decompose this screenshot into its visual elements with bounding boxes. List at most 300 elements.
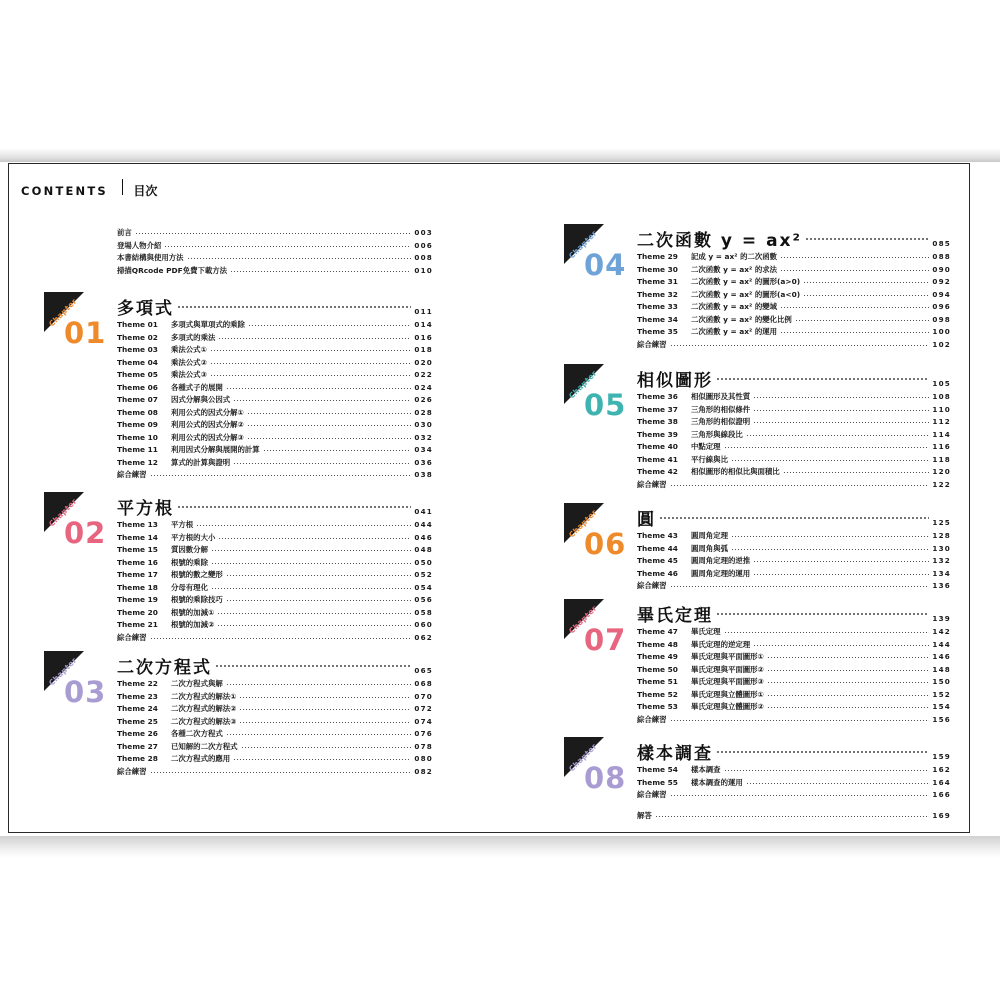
front-matter-item: [117, 227, 433, 238]
theme-number: Theme 34: [637, 314, 678, 324]
theme-item-label: [637, 326, 777, 337]
page-number: 122: [932, 479, 951, 489]
chapter-word: Chapter: [567, 228, 599, 261]
dot-leader: [226, 575, 412, 576]
page-number: 088: [932, 252, 951, 261]
page-number: 058: [414, 607, 433, 617]
page-number: 098: [932, 314, 951, 324]
theme-item: [637, 689, 951, 700]
theme-item-label: [117, 332, 215, 343]
theme-number: Theme 33: [637, 302, 678, 311]
theme-title: 因式分解與公因式: [171, 395, 231, 404]
review-item: [637, 714, 951, 725]
page-number: 010: [414, 265, 433, 275]
theme-number: Theme 24: [117, 704, 158, 713]
dot-leader: [655, 816, 930, 817]
theme-title: 畢氏定理與平面圖形②: [691, 664, 764, 674]
page-number: 050: [414, 557, 433, 567]
dot-leader: [150, 475, 412, 476]
theme-item: [637, 555, 951, 566]
contents-page: [8, 163, 970, 833]
theme-item: [117, 582, 433, 593]
page-number: 169: [932, 811, 951, 820]
chapter-badge: [44, 492, 118, 562]
theme-item-label: [637, 543, 728, 554]
dot-leader: [670, 485, 930, 486]
theme-item-label: [117, 716, 236, 727]
page-number: 036: [414, 457, 433, 467]
theme-number: Theme 17: [117, 570, 158, 579]
chapter-heading: [637, 226, 951, 251]
chapter-word: Chapter: [567, 603, 599, 636]
chapter-heading: [637, 505, 951, 530]
front-matter-title: 掃描QRcode PDF免費下載方法: [117, 265, 228, 275]
dot-leader: [248, 325, 411, 326]
theme-number: Theme 32: [637, 289, 678, 299]
review-title: 綜合練習: [637, 479, 667, 489]
theme-number: Theme 50: [637, 664, 678, 674]
review-item: [637, 580, 951, 591]
dot-leader: [767, 682, 930, 683]
theme-item: [637, 639, 951, 650]
theme-item: [117, 532, 433, 543]
theme-item: [117, 382, 433, 393]
theme-item-label: [117, 703, 236, 714]
chapter-badge: [564, 737, 638, 807]
theme-item: [637, 289, 951, 300]
review-item-label: [637, 479, 667, 490]
page-number: 150: [932, 677, 951, 686]
page-number: 116: [932, 442, 951, 451]
theme-title: 樣本調查: [691, 765, 721, 774]
theme-number: Theme 41: [637, 454, 678, 464]
theme-number: Theme 15: [117, 545, 158, 554]
theme-item: [637, 441, 951, 452]
front-matter-item-label: [117, 265, 227, 276]
theme-item-label: [117, 594, 223, 605]
theme-item: [117, 728, 433, 739]
theme-item: [117, 457, 433, 468]
theme-item-label: [117, 582, 208, 593]
page-number: 022: [414, 370, 433, 379]
dot-leader: [803, 295, 929, 296]
theme-number: Theme 06: [117, 382, 158, 392]
chapter-word: Chapter: [47, 655, 79, 688]
theme-item: [117, 357, 433, 368]
theme-item: [117, 544, 433, 555]
theme-item: [637, 301, 951, 312]
dot-leader: [230, 271, 411, 272]
dot-leader: [753, 397, 929, 398]
dot-leader: [217, 625, 411, 626]
page-number: 052: [414, 570, 433, 579]
theme-number: Theme 46: [637, 568, 678, 578]
front-matter-title: 前言: [117, 228, 132, 237]
theme-item-label: [637, 664, 764, 675]
chapter-number: 08: [584, 761, 627, 795]
chapter-badge: [44, 292, 118, 362]
dot-leader: [753, 422, 929, 423]
page-number: 062: [414, 632, 433, 642]
page-number: 056: [414, 595, 433, 604]
chapter-badge: [564, 503, 638, 573]
dot-leader: [753, 561, 929, 562]
dot-leader: [753, 574, 929, 575]
dot-leader: [233, 463, 411, 464]
chapter-title: 多項式: [117, 299, 174, 319]
dot-leader: [211, 563, 411, 564]
page-number: 024: [414, 382, 433, 392]
page-number: 132: [932, 556, 951, 565]
chapter-badge: [564, 599, 638, 669]
chapter-heading: [117, 294, 433, 319]
theme-title: 二次函數 y = ax² 的運用: [691, 327, 778, 336]
page-number: 080: [414, 754, 433, 763]
dot-leader: [215, 665, 411, 667]
answers-item: [637, 810, 951, 821]
theme-title: 圓周角定理的逆推: [691, 556, 751, 565]
page-number: 108: [932, 392, 951, 401]
page-number: 026: [414, 395, 433, 404]
theme-item: [637, 530, 951, 541]
theme-number: Theme 05: [117, 370, 158, 379]
page-number: 134: [932, 568, 951, 578]
theme-item: [117, 619, 433, 630]
chapter-heading: [637, 601, 951, 626]
theme-title: 三角形的相似條件: [691, 404, 751, 414]
theme-title: 二次函數 y = ax² 的圖形(a>0): [691, 277, 801, 286]
theme-number: Theme 45: [637, 556, 678, 565]
theme-item-label: [117, 678, 223, 689]
theme-item-label: [117, 728, 223, 739]
review-title: 綜合練習: [637, 581, 667, 590]
page-number: 139: [932, 614, 951, 623]
dot-leader: [226, 684, 412, 685]
dot-leader: [218, 538, 411, 539]
dot-leader: [805, 238, 929, 240]
chapter-word: Chapter: [567, 741, 599, 774]
theme-number: Theme 25: [117, 716, 158, 726]
theme-title: 根號的乘除技巧: [171, 595, 223, 604]
theme-number: Theme 19: [117, 595, 158, 604]
header-title-en: CONTENTS: [21, 183, 108, 198]
dot-leader: [795, 320, 930, 321]
dot-leader: [226, 734, 412, 735]
dot-leader: [716, 378, 929, 380]
theme-item: [637, 404, 951, 415]
review-item: [117, 766, 433, 777]
theme-item-label: [117, 457, 230, 468]
chapter-word: Chapter: [567, 507, 599, 540]
page-number: 065: [414, 666, 433, 675]
page-number: 110: [932, 404, 951, 414]
theme-number: Theme 38: [637, 417, 678, 426]
review-title: 綜合練習: [117, 766, 147, 776]
dot-leader: [233, 759, 411, 760]
theme-item: [117, 419, 433, 430]
chapter-number: 02: [64, 516, 107, 550]
theme-item-label: [637, 626, 721, 637]
theme-title: 圓周角與弧: [691, 543, 728, 553]
review-title: 綜合練習: [117, 470, 147, 479]
dot-leader: [150, 772, 412, 773]
dot-leader: [780, 270, 929, 271]
review-item-label: [637, 339, 667, 350]
theme-item: [637, 651, 951, 662]
theme-number: Theme 20: [117, 607, 158, 617]
header-title-zh: 目次: [133, 184, 158, 198]
theme-item: [637, 664, 951, 675]
review-title: 綜合練習: [637, 790, 667, 799]
theme-title: 中點定理: [691, 442, 721, 451]
chapter-heading: [637, 739, 951, 764]
theme-title: 二次方程式與解: [171, 679, 223, 688]
page-number: 096: [932, 302, 951, 311]
theme-item-label: [637, 301, 777, 312]
theme-title: 畢氏定理的逆定理: [691, 639, 751, 649]
theme-item: [117, 519, 433, 530]
page-bottom-shadow: [0, 836, 1000, 858]
theme-title: 畢氏定理與平面圖形①: [691, 652, 764, 661]
page-number: 152: [932, 689, 951, 699]
theme-number: Theme 37: [637, 404, 678, 414]
chapter-badge: [564, 364, 638, 434]
theme-item: [637, 429, 951, 440]
theme-item: [117, 569, 433, 580]
chapter-word: Chapter: [47, 296, 79, 329]
theme-title: 二次方程式的解法③: [171, 716, 237, 726]
theme-number: Theme 55: [637, 777, 678, 787]
theme-item-label: [117, 691, 236, 702]
theme-item: [117, 332, 433, 343]
page-number: 006: [414, 240, 433, 250]
theme-number: Theme 21: [117, 620, 158, 629]
page-number: 038: [414, 470, 433, 479]
theme-item-label: [637, 676, 764, 687]
theme-item-label: [117, 432, 244, 443]
theme-item: [637, 416, 951, 427]
page-number: 146: [932, 652, 951, 661]
dot-leader: [164, 246, 411, 247]
page-number: 130: [932, 543, 951, 553]
theme-item-label: [637, 264, 777, 275]
theme-number: Theme 26: [117, 729, 158, 738]
dot-leader: [187, 258, 412, 259]
dot-leader: [217, 613, 411, 614]
dot-leader: [239, 697, 411, 698]
dot-leader: [753, 410, 929, 411]
theme-item: [117, 319, 433, 330]
theme-item-label: [117, 382, 223, 393]
page-number: 003: [414, 228, 433, 237]
theme-item-label: [637, 651, 764, 662]
theme-title: 二次函數 y = ax² 的圖形(a<0): [691, 289, 801, 299]
theme-item-label: [637, 251, 777, 262]
page-number: 048: [414, 545, 433, 554]
theme-title: 二次函數 y = ax² 的變化比例: [691, 314, 792, 324]
theme-title: 平方根的大小: [171, 532, 216, 542]
theme-item-label: [117, 619, 214, 630]
theme-item-label: [637, 276, 800, 287]
dot-leader: [724, 447, 930, 448]
review-item-label: [117, 469, 147, 480]
dot-leader: [239, 722, 411, 723]
review-item: [117, 632, 433, 643]
page-number: 054: [414, 582, 433, 592]
theme-title: 相似圖形及其性質: [691, 392, 751, 401]
theme-title: 二次函數 y = ax² 的求法: [691, 264, 778, 274]
theme-item-label: [637, 416, 750, 427]
chapter-heading: [637, 366, 951, 391]
theme-title: 分母有理化: [171, 582, 208, 592]
theme-item-label: [117, 741, 238, 752]
dot-leader: [263, 450, 412, 451]
theme-number: Theme 29: [637, 252, 678, 261]
theme-number: Theme 35: [637, 327, 678, 336]
theme-item-label: [637, 289, 800, 300]
theme-item: [637, 777, 951, 788]
dot-leader: [226, 600, 412, 601]
dot-leader: [746, 435, 930, 436]
theme-item-label: [117, 532, 215, 543]
chapter-number: 07: [584, 623, 627, 657]
review-title: 綜合練習: [637, 339, 667, 349]
theme-item-label: [117, 369, 207, 380]
front-matter-title: 登場人物介紹: [117, 240, 162, 250]
theme-title: 根號的加減②: [171, 620, 215, 629]
theme-item-label: [637, 314, 792, 325]
theme-number: Theme 54: [637, 765, 678, 774]
page-number: 144: [932, 639, 951, 649]
dot-leader: [177, 506, 411, 508]
chapter-number: 06: [584, 527, 627, 561]
theme-title: 相似圖形的相似比與面積比: [691, 467, 780, 476]
theme-number: Theme 48: [637, 639, 678, 649]
page-number: 094: [932, 289, 951, 299]
theme-title: 記成 y = ax² 的二次函數: [691, 252, 778, 261]
theme-title: 利用公式的因式分解②: [171, 420, 244, 429]
theme-item-label: [637, 568, 750, 579]
page-number: 156: [932, 714, 951, 724]
dot-leader: [247, 413, 412, 414]
theme-item-label: [637, 777, 743, 788]
theme-title: 根號的乘除: [171, 557, 208, 567]
page-number: 034: [414, 445, 433, 454]
dot-leader: [210, 350, 412, 351]
dot-leader: [753, 645, 929, 646]
dot-leader: [724, 632, 930, 633]
chapter-badge: [564, 224, 638, 294]
theme-title: 三角形的相似證明: [691, 417, 751, 426]
theme-title: 二次方程式的解法②: [171, 704, 237, 713]
theme-item-label: [637, 555, 750, 566]
theme-item: [117, 703, 433, 714]
front-matter-title: 本書結構與使用方法: [117, 253, 184, 262]
theme-title: 平方根: [171, 520, 194, 529]
chapter-title: 樣本調查: [637, 744, 713, 764]
theme-title: 圓周角定理: [691, 531, 728, 540]
answers-item-label: [637, 810, 652, 821]
theme-item: [117, 557, 433, 568]
theme-number: Theme 40: [637, 442, 678, 451]
dot-leader: [780, 332, 929, 333]
theme-item-label: [637, 701, 764, 712]
theme-item: [637, 391, 951, 402]
dot-leader: [783, 472, 930, 473]
page-number: 162: [932, 765, 951, 774]
dot-leader: [767, 707, 930, 708]
theme-item: [637, 764, 951, 775]
chapter-title: 相似圖形: [637, 371, 713, 391]
page-number: 074: [414, 716, 433, 726]
review-item-label: [117, 766, 147, 777]
page-number: 008: [414, 253, 433, 262]
theme-title: 畢氏定理與平面圖形③: [691, 677, 764, 686]
dot-leader: [670, 586, 930, 587]
page-number: 030: [414, 420, 433, 429]
page-number: 085: [932, 239, 951, 248]
theme-item: [637, 466, 951, 477]
theme-title: 畢氏定理與立體圖形②: [691, 702, 764, 711]
page-number: 092: [932, 277, 951, 286]
theme-item: [117, 432, 433, 443]
page-number: 082: [414, 766, 433, 776]
theme-title: 各種二次方程式: [171, 729, 223, 738]
front-matter-item-label: [117, 240, 161, 251]
page-number: 166: [932, 790, 951, 799]
theme-title: 利用公式的因式分解①: [171, 407, 244, 417]
dot-leader: [211, 588, 411, 589]
front-matter-item: [117, 240, 433, 251]
page-number: 118: [932, 454, 951, 464]
page-number: 072: [414, 704, 433, 713]
theme-number: Theme 52: [637, 689, 678, 699]
answers-title: 解答: [637, 811, 652, 820]
dot-leader: [731, 460, 929, 461]
header-divider: [122, 179, 124, 195]
theme-number: Theme 09: [117, 420, 158, 429]
theme-item-label: [117, 753, 230, 764]
theme-number: Theme 07: [117, 395, 158, 404]
dot-leader: [177, 306, 411, 308]
contents-header: [21, 182, 157, 199]
dot-leader: [767, 695, 930, 696]
theme-title: 已知解的二次方程式: [171, 741, 238, 751]
review-title: 綜合練習: [117, 632, 147, 642]
page-number: 060: [414, 620, 433, 629]
dot-leader: [767, 657, 930, 658]
theme-item-label: [637, 466, 780, 477]
page-number: 112: [932, 417, 951, 426]
theme-number: Theme 44: [637, 543, 678, 553]
page-number: 125: [932, 518, 951, 527]
theme-item-label: [637, 530, 728, 541]
theme-title: 利用因式分解與展開的計算: [171, 445, 260, 454]
page-number: 016: [414, 332, 433, 342]
theme-title: 根號的數之變形: [171, 570, 223, 579]
dot-leader: [731, 549, 929, 550]
dot-leader: [780, 257, 929, 258]
theme-item: [637, 568, 951, 579]
theme-item: [637, 326, 951, 337]
review-item: [117, 469, 433, 480]
dot-leader: [746, 783, 930, 784]
theme-title: 三角形與線段比: [691, 429, 743, 439]
dot-leader: [780, 307, 929, 308]
theme-number: Theme 47: [637, 627, 678, 636]
theme-number: Theme 51: [637, 677, 678, 686]
theme-number: Theme 11: [117, 445, 158, 454]
